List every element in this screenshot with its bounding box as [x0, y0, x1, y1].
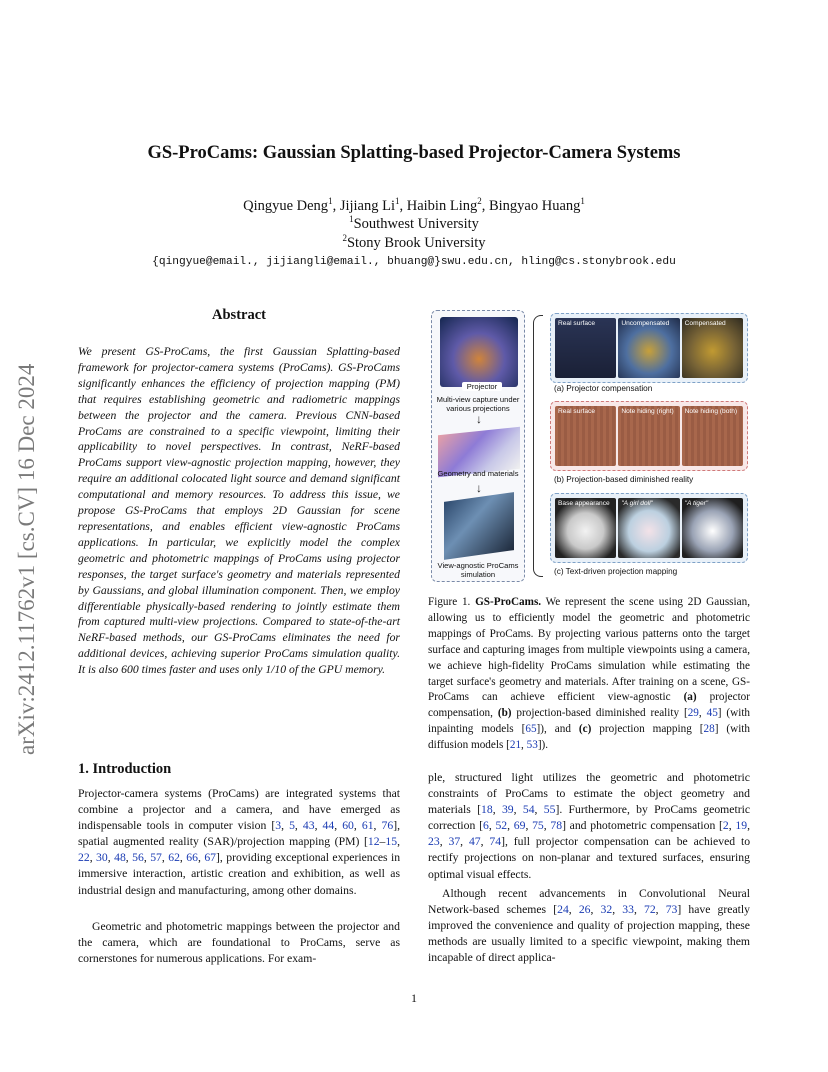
citation-link[interactable]: 28 — [703, 723, 715, 736]
citation-link[interactable]: 65 — [525, 723, 537, 736]
citation-link[interactable]: 73 — [665, 903, 678, 917]
intro-paragraph-4: Although recent advancements in Convolutional Neural Network-based schemes [24, 26, 32, 33, 72, 73] have greatly improved the convenience and quality of projection mapping, these methods are usually limited to a specific viewpoint, making them incapable of direct applica- — [428, 887, 751, 965]
citation-link[interactable]: 43 — [302, 819, 315, 833]
abstract-text: We present GS-ProCams, the first Gaussian Splatting-based framework for projector-camera systems (ProCams). GS-ProCams significantly enhances the efficiency of projection mapping (PM) that requires establishing geometric and radiometric mappings between the projector and the camera. Previous CNN-based ProCams are constrained to a specific viewpoint, limiting their applicability to novel perspectives. In contrast, NeRF-based ProCams support view-agnostic projection mapping, however, they require an additional colocated light source and demand significant computational and memory resources. To address this issue, we propose GS-ProCams that employs 2D Gaussian for scene representations, and enables efficient view-agnostic ProCams applications. In particular, we explicitly model the complex geometric and photometric mappings of ProCams using projector responses, the target surface's geometry and materials represented by Gaussians, and global illumination component. Then, we employ differentiable physically-based rendering to jointly estimate them from captured multi-view projections. Compared to state-of-the-art NeRF-based methods, our GS-ProCams eliminates the need for additional devices, achieving superior ProCams simulation quality. It is also 600 times faster and uses only 1/10 of the GPU memory. — [78, 345, 400, 677]
citation-link[interactable]: 66 — [186, 851, 198, 865]
citation-link[interactable]: 5 — [289, 819, 295, 833]
figure-1-caption: Figure 1. GS-ProCams. We represent the scene using 2D Gaussian, allowing us to efficiently model the geometric and photometric mappings of ProCams. By projecting various patterns onto the target surface and capturing images from multiple viewpoints using a camera, we achieve high-fidelity ProCams simulation while estimating the target surface's geometry and materials. After training on a scene, GS-ProCams can achieve efficient view-agnostic (a) projector compensation, (b) projection-based diminished reality [29, 45] (with inpainting models [65]), and (c) projection mapping [28] (with diffusion models [21, 53]). — [428, 596, 751, 752]
tile-real-surface: Real surface — [555, 406, 616, 466]
citation-link[interactable]: 48 — [114, 851, 126, 865]
citation-link[interactable]: 74 — [489, 835, 502, 849]
intro-paragraph-1: Projector-camera systems (ProCams) are integrated systems that combine a projector and a camera, and have emerged as indispensable tools in computer vision [3, 5, 43, 44, 60, 61, 76], spatial augmented reality (SAR)/projection mapping (PM) [12–15, 22, 30, 48, 56, 57, 62, 66, 67], providing exceptional experiences in immersive interaction, artistic creation and exhibition, as well as industrial design and manufacturing, among other domains. — [78, 787, 401, 897]
down-arrow-icon: ↓ — [476, 412, 482, 426]
citation-link[interactable]: 33 — [622, 903, 634, 917]
citation-link[interactable]: 54 — [522, 803, 535, 817]
tile-girl-doll: "A girl doll" — [618, 498, 679, 558]
projector-label: Projector — [462, 382, 502, 391]
citation-link[interactable]: 55 — [543, 803, 556, 817]
caption-panel-c: (c) Text-driven projection mapping — [554, 567, 678, 576]
citation-link[interactable]: 21 — [509, 739, 522, 752]
citation-link[interactable]: 67 — [204, 851, 217, 865]
citation-link[interactable]: 78 — [550, 819, 563, 833]
citation-link[interactable]: 57 — [150, 851, 162, 865]
abstract-heading: Abstract — [212, 307, 266, 323]
citation-link[interactable]: 61 — [361, 819, 374, 833]
geometry-label: Geometry and materials — [437, 469, 519, 478]
citation-link[interactable]: 53 — [526, 739, 538, 752]
tile-note-hiding-both: Note hiding (both) — [682, 406, 743, 466]
citation-link[interactable]: 76 — [381, 819, 394, 833]
citation-link[interactable]: 37 — [448, 835, 461, 849]
citation-link[interactable]: 32 — [600, 903, 613, 917]
caption-panel-b: (b) Projection-based diminished reality — [554, 475, 694, 484]
caption-panel-a: (a) Projector compensation — [554, 384, 653, 393]
down-arrow-icon: ↓ — [476, 481, 482, 495]
panel-projector-compensation — [550, 313, 748, 383]
author-list: Qingyue Deng$^1$, Jijiang Li$^1$, Haibin Ling$^2$, Bingyao Huang$^1$ — [243, 196, 585, 214]
citation-link[interactable]: 23 — [428, 835, 440, 849]
section-heading-introduction: 1. Introduction — [78, 761, 172, 777]
citation-link[interactable]: 6 — [482, 819, 489, 833]
tile-uncompensated: Uncompensated — [618, 318, 679, 378]
citation-link[interactable]: 44 — [322, 819, 335, 833]
citation-link[interactable]: 52 — [495, 819, 508, 833]
citation-link[interactable]: 75 — [532, 819, 544, 833]
brace-connector — [533, 315, 543, 577]
panel-diminished-reality — [550, 401, 748, 471]
citation-link[interactable]: 2 — [722, 819, 729, 833]
citation-link[interactable]: 45 — [706, 707, 718, 720]
citation-link[interactable]: 69 — [513, 819, 526, 833]
author-name: Qingyue Deng — [243, 197, 329, 214]
citation-link[interactable]: 24 — [557, 903, 569, 917]
paper-title: GS-ProCams: Gaussian Splatting-based Projector-Camera Systems — [147, 143, 681, 163]
citation-link[interactable]: 62 — [168, 851, 180, 865]
affiliation-1: $^1$Southwest University — [349, 214, 479, 232]
citation-link[interactable]: 72 — [643, 903, 656, 917]
tile-tiger: "A tiger" — [682, 498, 743, 558]
tile-compensated: Compensated — [682, 318, 743, 378]
citation-link[interactable]: 29 — [687, 707, 699, 720]
capture-label: Multi-view capture under various projections — [436, 395, 520, 413]
author-name: Haibin Ling — [406, 197, 478, 214]
pipeline-panel — [431, 310, 525, 582]
citation-link[interactable]: 19 — [735, 819, 748, 833]
affiliation-2: $^2$Stony Brook University — [342, 233, 486, 251]
arxiv-identifier: arXiv:2412.11762v1 [cs.CV] 16 Dec 2024 — [14, 363, 39, 755]
citation-link[interactable]: 60 — [342, 819, 354, 833]
panel-text-driven-mapping — [550, 493, 748, 563]
author-emails: {qingyue@email., jijiangli@email., bhuang@}swu.edu.cn, hling@cs.stonybrook.edu — [152, 256, 676, 268]
tile-base-appearance: Base appearance — [555, 498, 616, 558]
author-name: Jijiang Li — [339, 197, 395, 214]
citation-link[interactable]: 47 — [468, 835, 481, 849]
citation-link[interactable]: 22 — [78, 851, 90, 865]
tile-note-hiding-right: Note hiding (right) — [618, 406, 679, 466]
page-number: 1 — [411, 991, 417, 1005]
citation-link[interactable]: 18 — [481, 803, 493, 817]
figure-1 — [428, 305, 750, 585]
citation-link[interactable]: 39 — [501, 803, 514, 817]
tile-real-surface: Real surface — [555, 318, 616, 378]
multi-view-capture-image — [440, 317, 518, 387]
intro-paragraph-3: ple, structured light utilizes the geometric and photometric constraints of ProCams to estimate the object geometry and materials [18, 39, 54, 55]. Furthermore, by ProCams geometric correction [6, 52, 69, 75, 78] and photometric compensation [2, 19, 23, 37, 47, 74], full projector compensation can be achieved to rectify projections on non-planar and textured surfaces, ensuring optimal visual effects. — [428, 771, 751, 881]
intro-paragraph-2: Geometric and photometric mappings between the projector and the camera, which are foundational to ProCams, serve as cornerstones for numerous applications. For exam- — [78, 920, 400, 966]
simulation-image — [444, 492, 514, 560]
citation-link[interactable]: 56 — [132, 851, 144, 865]
citation-link[interactable]: 15 — [385, 835, 398, 849]
citation-link[interactable]: 30 — [96, 851, 108, 865]
author-name: Bingyao Huang — [488, 197, 581, 214]
citation-link[interactable]: 3 — [275, 819, 282, 833]
citation-link[interactable]: 12 — [367, 835, 380, 849]
citation-link[interactable]: 26 — [578, 903, 591, 917]
simulation-label: View-agnostic ProCams simulation — [437, 561, 519, 579]
